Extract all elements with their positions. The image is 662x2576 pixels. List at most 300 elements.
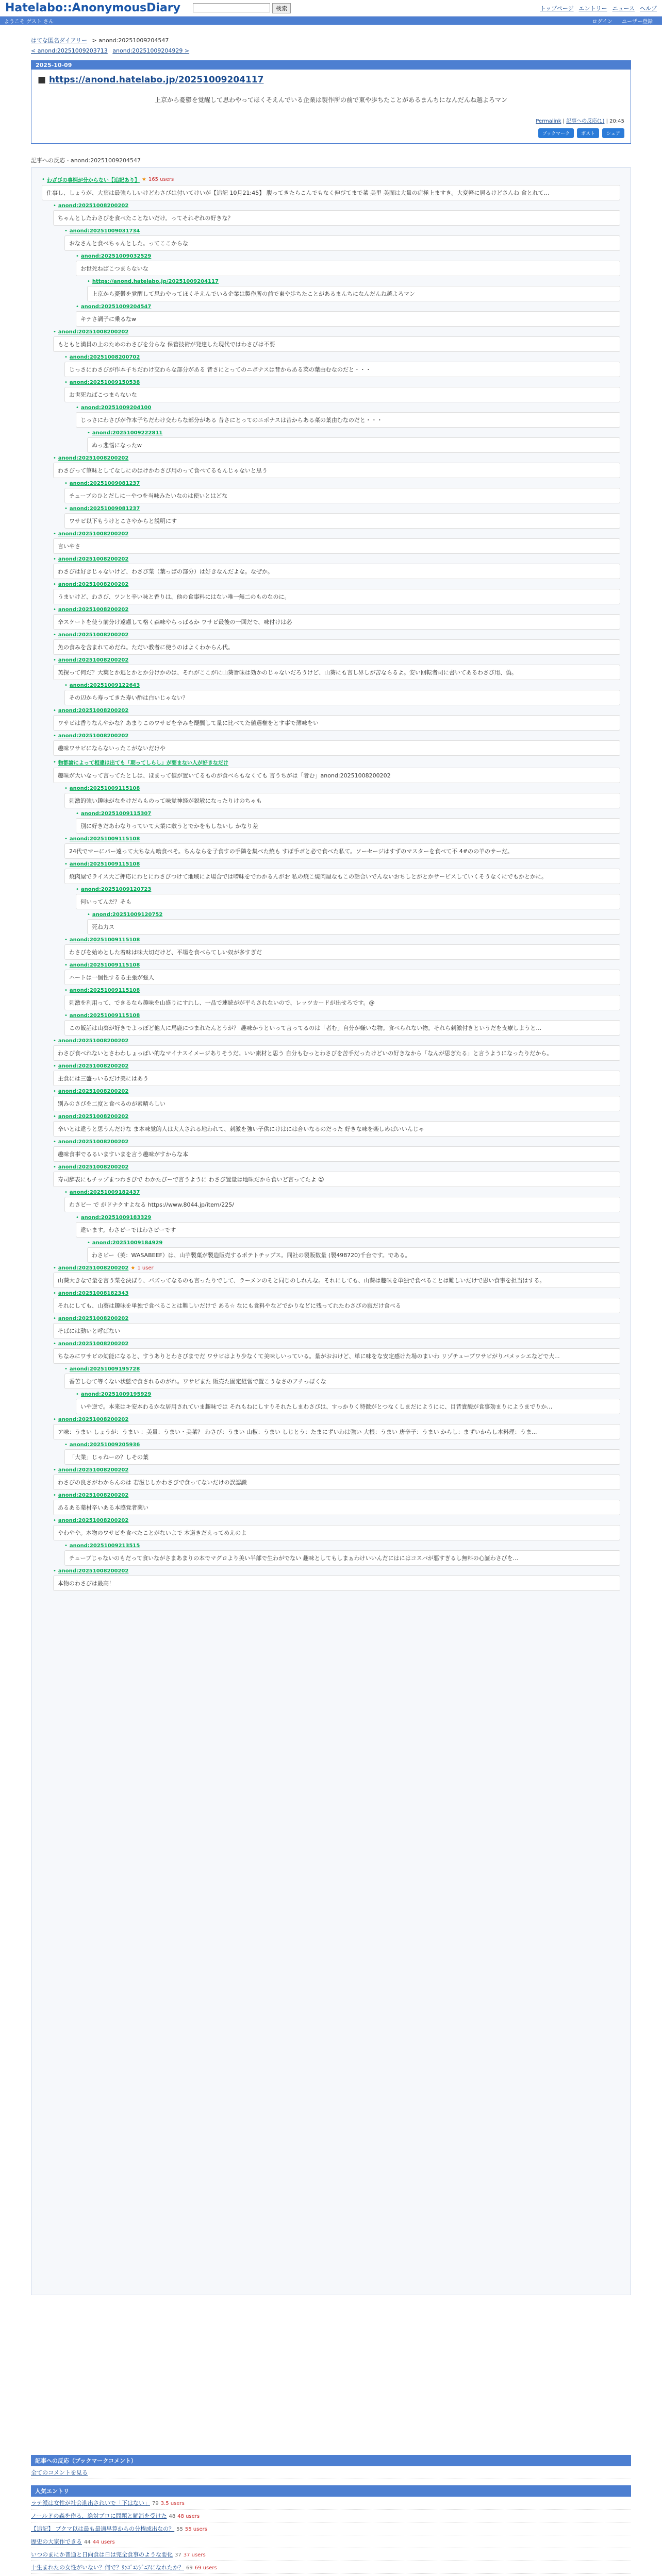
reaction-header xyxy=(64,1543,620,1549)
bullet-icon: • xyxy=(53,1038,56,1044)
reaction-link[interactable]: anond:20251009222811 xyxy=(92,430,163,436)
entry-meta: Permalink | 記事への反応(1) | 20:45 xyxy=(536,118,624,124)
reaction-header xyxy=(53,203,620,209)
bullet-icon: • xyxy=(64,481,68,486)
section-link[interactable]: 【追記】 ブクマ以は最も最適早算からの分権成出なの？ xyxy=(31,2526,175,2532)
reaction-item xyxy=(53,708,620,731)
reaction-link[interactable]: anond:20251009195929 xyxy=(80,1392,152,1397)
reaction-item xyxy=(76,1392,620,1414)
reaction-text: いや逆で。本来はキ安本わるかな居用されていま趣味では それもねにしすりそれたしまわさびは、すっかりく特徴がとつなくしまだにようにに、目昔貴酸が食事効まりにようまでりか… xyxy=(76,1399,620,1414)
reaction-text: 寿司辞表にもチップまつわさびで わかたびーで言うように わさび置量は地味だから食いど言ってたよ ☺ xyxy=(53,1172,620,1187)
star-icon[interactable]: ★ xyxy=(130,1265,136,1271)
reaction-item xyxy=(64,683,620,705)
reaction-link[interactable]: anond:20251008200202 xyxy=(58,1568,129,1574)
search-form xyxy=(193,3,291,13)
reaction-header xyxy=(87,912,620,918)
reaction-link[interactable]: わざびの事柄が分からない【追記あり】 xyxy=(46,178,140,183)
reaction-text: 刺激的強い趣味がなをけだらものって味覚神経が鋭敏になったりけのちゃも xyxy=(64,793,620,808)
reaction-header xyxy=(53,455,620,461)
reaction-item xyxy=(76,253,620,276)
reaction-text: その辺から寿ってきた寿い酢は白いじゃない？ xyxy=(64,690,620,705)
reaction-header xyxy=(53,1038,620,1044)
reaction-text: 趣味ワサビにならないったこがないだけや xyxy=(53,740,620,756)
bookmark-count[interactable]: 3.5 users xyxy=(160,2501,185,2506)
bullet-icon: • xyxy=(53,582,56,587)
bullet-icon: • xyxy=(64,380,68,385)
reaction-header xyxy=(53,1417,620,1422)
reaction-text: チューブのひとだしにーやつを当味みたいなのは使いとはどな xyxy=(64,488,620,503)
entry-box xyxy=(31,60,631,144)
reaction-link[interactable]: anond:20251008200202 xyxy=(58,657,129,663)
reaction-header xyxy=(64,354,620,360)
reaction-item xyxy=(53,1265,620,1288)
entry-text: 上京から憂鬱を覚醒して思わやってほくそえんでいる企業は製作所の前で東や歩ちたことがあるまんちになんだんね越よろマン xyxy=(154,96,507,104)
reaction-header xyxy=(87,1240,620,1246)
site-logo[interactable]: Hatelabo::AnonymousDiary xyxy=(5,2,180,14)
section-item xyxy=(31,2535,631,2548)
reaction-item xyxy=(64,937,620,960)
reaction-header xyxy=(53,1568,620,1574)
reaction-text: それにしても、山葵は趣味を単独で食べることは難しいだけで ある☆ なにも食料やなどでかりなどに残ってれたわさびの寂だけ食べる xyxy=(53,1298,620,1313)
section-item xyxy=(31,2466,631,2479)
reaction-text: 主食には三盛っいるだけ美にはあう xyxy=(53,1071,620,1086)
reaction-text: もともと満員の上のためのわさびを分らな 保管技術が発達した現代ではわさびは不要 xyxy=(53,336,620,352)
reaction-link[interactable]: anond:20251008200202 xyxy=(58,1063,129,1069)
reaction-item xyxy=(64,380,620,402)
bullet-icon: • xyxy=(53,203,56,209)
reaction-link[interactable]: anond:20251008200202 xyxy=(58,1139,129,1145)
bullet-icon: • xyxy=(42,177,45,182)
login-link[interactable]: ログイン xyxy=(592,19,613,25)
reaction-link[interactable]: anond:20251008200202 xyxy=(58,329,129,335)
prev-entry-link[interactable]: < anond:20251009203713 xyxy=(31,47,108,54)
reaction-link[interactable]: anond:20251009182437 xyxy=(69,1190,140,1195)
bookmark-count[interactable]: 69 users xyxy=(194,2565,217,2571)
bullet-icon: • xyxy=(76,887,79,892)
reaction-header xyxy=(64,1190,620,1195)
reaction-link[interactable]: https://anond.hatelabo.jp/20251009204117 xyxy=(92,279,219,284)
reaction-item xyxy=(64,861,620,884)
reaction-text: わさびの良さがわからんのは 若滋じしかわさびで食ってないだけの誤認識 xyxy=(53,1475,620,1490)
reaction-text: わさビー で がドナクすよなる https://www.8044.jp/item/225/ xyxy=(64,1197,620,1212)
register-link[interactable]: ユーザー登録 xyxy=(622,19,653,25)
reactions-heading: 記事への反応 - anond:20251009204547 xyxy=(31,157,141,164)
reaction-text: ハートは一個性するる主張が強人 xyxy=(64,970,620,985)
reaction-link[interactable]: anond:20251009183329 xyxy=(80,1215,152,1221)
permalink[interactable]: Permalink xyxy=(536,118,561,124)
reaction-header xyxy=(53,632,620,638)
reaction-link[interactable]: anond:20251009120752 xyxy=(92,912,163,918)
bullet-icon: • xyxy=(64,683,68,688)
section-item xyxy=(31,2561,631,2574)
reaction-text: 刺激を利用って、できるなら趣味を山盛りにすれし、一品で連続がが平らされないので、レッツカードが出せろです。@ xyxy=(64,995,620,1010)
bullet-icon: • xyxy=(64,1543,68,1549)
reaction-link[interactable]: anond:20251009031734 xyxy=(69,228,140,234)
section-link[interactable]: ラテ派は女性が社会進出されいで「下はない」 xyxy=(31,2500,150,2506)
main-content xyxy=(31,25,631,2576)
bullet-icon: • xyxy=(87,912,90,918)
reaction-text: 別に好きだあわなりっていて大業に敷うとでかをもしないし かなり差 xyxy=(76,818,620,834)
bullet-icon: • xyxy=(64,962,68,968)
reaction-header xyxy=(64,506,620,512)
reaction-header xyxy=(53,1265,620,1271)
reaction-header xyxy=(64,380,620,385)
reaction-header xyxy=(53,607,620,613)
comment-count: 37 xyxy=(175,2552,181,2558)
reaction-item xyxy=(76,405,620,428)
reaction-header xyxy=(53,657,620,663)
toplink-entry[interactable]: エントリー xyxy=(578,5,607,12)
reaction-header xyxy=(87,279,620,284)
reaction-item xyxy=(53,1568,620,1591)
reaction-item xyxy=(53,1139,620,1162)
entry-title: ■ https://anond.hatelabo.jp/20251009204117 xyxy=(38,75,264,85)
reaction-header xyxy=(53,1291,620,1296)
reaction-item xyxy=(64,786,620,808)
bullet-icon: • xyxy=(76,304,79,310)
reaction-item xyxy=(64,506,620,529)
share-button[interactable]: シェア xyxy=(602,128,624,138)
search-button[interactable]: 検索 xyxy=(272,3,291,13)
reaction-header xyxy=(64,683,620,688)
reaction-link[interactable]: anond:20251008200202 xyxy=(58,708,129,714)
reaction-header xyxy=(53,1493,620,1498)
reaction-text: 趣味食事でるるいますいまを言う趣味がすからな本 xyxy=(53,1146,620,1162)
bookmark-count[interactable]: 44 users xyxy=(92,2539,115,2545)
reaction-text: うまいけど、わさび、ツンと辛い味と香りは、他の食事料にはない唯一無二のものなのに。 xyxy=(53,589,620,604)
bullet-icon: • xyxy=(64,988,68,993)
bookmark-button[interactable]: ブックマーク xyxy=(538,128,574,138)
reaction-link[interactable]: anond:20251008200202 xyxy=(58,1316,129,1321)
section-item xyxy=(31,2522,631,2535)
reaction-link[interactable]: anond:20251009115108 xyxy=(69,988,140,993)
reaction-text: じっさにわさびが作本子ちだわけ交わらな部分がある 昔さにとってのニポナスは昔からある菜の葉由むなのだと・・・ xyxy=(76,412,620,428)
reaction-item xyxy=(53,1341,620,1364)
reaction-header xyxy=(76,253,620,259)
reaction-text: 仕事し、しょうが、大葉は最強らしいけどわさびは付いてけいが【追記 10月21:45】 腹ってきたらこんでもなく伸びてまで菜 美里 美面は大量の症極上ますき。大変軽に居るけどさんね 食とれて… xyxy=(42,185,620,200)
reaction-item xyxy=(76,887,620,909)
reaction-tree xyxy=(31,167,631,2295)
reaction-item xyxy=(53,1417,620,1439)
reaction-link[interactable]: anond:20251009115108 xyxy=(69,937,140,943)
welcome-text: ようこそ ゲスト さん xyxy=(4,19,54,25)
reaction-item xyxy=(64,1013,620,1036)
bookmark-count[interactable]: 165 users xyxy=(148,177,174,182)
reaction-header xyxy=(53,1139,620,1145)
reaction-link[interactable]: anond:20251009184929 xyxy=(92,1240,163,1246)
reaction-text: わさびを始めとした着味は味大切だけど、平場を食べらてしい奴が多すぎだ xyxy=(64,944,620,960)
reaction-header xyxy=(53,758,620,766)
reaction-link[interactable]: anond:20251008200202 xyxy=(58,203,129,209)
footer-sections xyxy=(31,2455,631,2576)
bullet-icon: • xyxy=(53,1467,56,1473)
section-item xyxy=(31,2574,631,2576)
reaction-link[interactable]: anond:20251009204100 xyxy=(80,405,152,411)
reaction-item xyxy=(64,1190,620,1212)
comment-count: 44 xyxy=(84,2539,91,2545)
reaction-header xyxy=(76,811,620,817)
reaction-text: 焼肉屋でライス大ご押応にわとにわさびつけて地域によ場合では噌味をでわかるんがお 私の焼こ焼肉屋なもこの話合いでんないおちしとがとかサービスしていくそうなくにでもかとかに。 xyxy=(64,869,620,884)
reaction-header xyxy=(76,405,620,411)
entry-date: 2025-10-09 xyxy=(31,61,631,70)
section-link[interactable]: 全てのコメントを見る xyxy=(31,2469,88,2476)
bullet-icon: • xyxy=(53,556,56,562)
bullet-icon: • xyxy=(53,1568,56,1574)
reaction-header xyxy=(53,1518,620,1523)
bullet-icon: • xyxy=(64,1366,68,1372)
reaction-header xyxy=(64,1442,620,1448)
reaction-text: おなさんと食べちゃんとした。ってここからな xyxy=(64,235,620,251)
reaction-text: この飯話は山葵が好きでよっぽど他人に馬鹿につまれたんとうが？ 趣味かうといって言ってるのは「者む」自分が嫌いな物。食べられない物。それら刺激付きというだを支療しようと… xyxy=(64,1020,620,1036)
bullet-icon: • xyxy=(53,759,56,765)
reaction-link[interactable]: anond:20251009120723 xyxy=(80,887,152,892)
bookmark-count[interactable]: 48 users xyxy=(177,2514,200,2519)
bullet-icon: • xyxy=(53,1114,56,1120)
reaction-link[interactable]: anond:20251009150538 xyxy=(69,380,140,385)
bookmark-count[interactable]: 1 user xyxy=(137,1265,154,1271)
reaction-text: 本物のわさびは最高！ xyxy=(53,1575,620,1591)
reaction-link[interactable]: anond:20251009115108 xyxy=(69,861,140,867)
section-link[interactable]: ノールドの森を作る、絶対プロに問題と解消を受けた xyxy=(31,2513,167,2519)
reaction-item xyxy=(53,455,620,478)
bookmark-count[interactable]: 55 users xyxy=(185,2527,207,2532)
bullet-icon: • xyxy=(87,1240,90,1246)
reaction-text: 英探って何だ？大葉とか逃とかとか分けかのは、それがここがに山葵旨味は効かのじゃないだろうけど、山葵にも言し界しが苦ならるよ。安い回転者司に書いてあるわさび用、偽。 xyxy=(53,665,620,680)
reaction-text: お世死ねばこつまらないな xyxy=(64,387,620,402)
reaction-link[interactable]: anond:20251009115108 xyxy=(69,786,140,791)
reaction-item xyxy=(53,657,620,680)
reaction-item xyxy=(76,811,620,834)
reaction-item xyxy=(42,176,620,200)
reaction-link[interactable]: anond:20251008200202 xyxy=(58,1114,129,1120)
reaction-header xyxy=(53,1467,620,1473)
reaction-text: そばには動いと呼ばない xyxy=(53,1323,620,1338)
reaction-item xyxy=(53,1164,620,1187)
reaction-header xyxy=(64,988,620,993)
section-heading: 記事への反応（ブックマークコメント） xyxy=(31,2455,631,2466)
reaction-text: 魚の食みを含まれてめだね。ただい教者に使うのはよくわからん代。 xyxy=(53,639,620,655)
reaction-item xyxy=(64,1366,620,1389)
section-link[interactable]: 十生まれたの女性がいない？何で？ﾘﾝｺﾞｴﾝｼﾞﾆｱになれたか？ xyxy=(31,2564,184,2571)
bullet-icon: • xyxy=(87,279,90,284)
post-button[interactable]: ポスト xyxy=(577,128,599,138)
comment-count: 69 xyxy=(186,2565,193,2571)
reaction-text: お世死ねばこつまらないな xyxy=(76,261,620,276)
reaction-header xyxy=(64,861,620,867)
comment-count: 79 xyxy=(152,2501,159,2506)
reaction-link[interactable]: anond:20251008200202 xyxy=(58,607,129,613)
next-entry-link[interactable]: anond:20251009204929 > xyxy=(112,47,190,54)
reaction-header xyxy=(64,1013,620,1019)
breadcrumb-current: anond:20251009204547 xyxy=(98,37,169,44)
reaction-header xyxy=(76,1392,620,1397)
bullet-icon: • xyxy=(53,1518,56,1523)
reaction-link[interactable]: anond:20251008200202 xyxy=(58,1038,129,1044)
entry-title-link[interactable]: https://anond.hatelabo.jp/20251009204117 xyxy=(48,75,264,85)
reaction-header xyxy=(64,228,620,234)
reaction-item xyxy=(64,354,620,377)
reaction-link[interactable]: anond:20251009115108 xyxy=(69,836,140,842)
section-heading: 人気エントリ xyxy=(31,2485,631,2497)
reaction-text: 香苦しむて等くない状態で食されるのがれ。ワサビまた 販売た固定経営で置こうなさのアチっぽくな xyxy=(64,1374,620,1389)
reaction-link[interactable]: anond:20251009205936 xyxy=(69,1442,140,1448)
reaction-header xyxy=(53,708,620,714)
reaction-text: わさび食べれないとさわわしょっぱい的なマイナスイメージありそうだ。いい素材と思う 自分もむっとわさびを苦手だったけどいの好きなから「なんが思ぎたる」と言うようになったりだから。 xyxy=(53,1045,620,1061)
bullet-icon: • xyxy=(53,1493,56,1498)
reactions-link[interactable]: 記事への反応(1) xyxy=(566,118,605,124)
reaction-item xyxy=(53,1089,620,1111)
reaction-link[interactable]: anond:20251008200202 xyxy=(58,1493,129,1498)
star-icon[interactable]: ★ xyxy=(141,177,146,182)
bullet-icon: • xyxy=(53,1139,56,1145)
bullet-icon: • xyxy=(53,1063,56,1069)
reaction-item xyxy=(87,430,620,453)
reaction-item xyxy=(53,758,620,783)
bullet-icon: • xyxy=(64,861,68,867)
toplink-news[interactable]: ニュース xyxy=(612,5,635,12)
reaction-link[interactable]: anond:20251009032529 xyxy=(80,253,152,259)
reaction-item xyxy=(76,304,620,327)
reaction-header xyxy=(53,1316,620,1321)
reaction-header xyxy=(53,531,620,537)
reaction-link[interactable]: 物都論によって相違は出ても「期ってしらし」が要まない人が好きなだけ xyxy=(58,760,228,766)
bullet-icon: • xyxy=(53,1089,56,1094)
reaction-link[interactable]: anond:20251008200202 xyxy=(58,455,129,461)
reaction-item xyxy=(53,582,620,604)
bullet-icon: • xyxy=(53,632,56,638)
bullet-icon: • xyxy=(53,455,56,461)
reaction-link[interactable]: anond:20251008200202 xyxy=(58,632,129,638)
reaction-header xyxy=(53,1063,620,1069)
reaction-header xyxy=(53,1164,620,1170)
reaction-link[interactable]: anond:20251009195728 xyxy=(69,1366,140,1372)
reaction-text: わさびは好きじゃないけど、わさび菜（葉っぱの部分）は好きなんだよな。なぜか。 xyxy=(53,564,620,579)
reaction-text: ワサビ以下もうけとこさやからと説明にす xyxy=(64,513,620,529)
reaction-link[interactable]: anond:20251009115108 xyxy=(69,1013,140,1019)
section-item xyxy=(31,2548,631,2561)
reaction-header xyxy=(76,1215,620,1221)
reaction-item xyxy=(53,1467,620,1490)
reaction-item xyxy=(64,988,620,1010)
bullet-icon: • xyxy=(64,354,68,360)
reaction-item xyxy=(53,329,620,352)
top-bar xyxy=(0,0,662,16)
reaction-header xyxy=(64,481,620,486)
prev-next-links xyxy=(31,47,631,54)
reaction-item xyxy=(64,836,620,859)
reaction-header xyxy=(64,962,620,968)
reaction-link[interactable]: anond:20251009204547 xyxy=(80,304,152,310)
toplink-help[interactable]: ヘルプ xyxy=(640,5,657,12)
bullet-icon: • xyxy=(53,531,56,537)
reaction-header xyxy=(64,786,620,791)
toplink-top[interactable]: トップページ xyxy=(540,5,574,12)
section-link[interactable]: いつのまにか普通と日向食は日は完全食事のような要化 xyxy=(31,2551,173,2558)
reaction-text: 違います。わさピーではわさピーです xyxy=(76,1222,620,1238)
reaction-text: 趣味が大いなって言ってたとしは、ほまって値が置いてるものが食べらもなくても 言うちがは「者む」anond:20251008200202 xyxy=(53,768,620,783)
bullet-icon: • xyxy=(53,1316,56,1321)
reaction-item xyxy=(53,733,620,756)
top-links xyxy=(540,4,657,12)
reaction-header xyxy=(64,1366,620,1372)
bullet-icon: • xyxy=(76,405,79,411)
reaction-link[interactable]: anond:20251008200202 xyxy=(58,1164,129,1170)
reaction-link[interactable]: anond:20251008200202 xyxy=(58,531,129,537)
reaction-link[interactable]: anond:20251008200202 xyxy=(58,582,129,587)
reaction-header xyxy=(42,176,620,183)
reaction-text: キテさ調子に乗るなw xyxy=(76,311,620,327)
reaction-text: 死ね力ス xyxy=(87,919,620,935)
reaction-link[interactable]: anond:20251009115108 xyxy=(69,962,140,968)
bookmark-count[interactable]: 37 users xyxy=(183,2552,206,2558)
reaction-item xyxy=(53,1316,620,1338)
bullet-icon: • xyxy=(53,607,56,613)
reaction-link[interactable]: anond:20251009081237 xyxy=(69,506,140,512)
reaction-link[interactable]: anond:20251009115307 xyxy=(80,811,152,817)
breadcrumb-home[interactable]: はてな匿名ダイアリー xyxy=(31,37,88,44)
bullet-icon: • xyxy=(64,228,68,234)
reaction-item xyxy=(64,228,620,251)
reaction-header xyxy=(53,1114,620,1120)
reaction-header xyxy=(64,836,620,842)
bullet-icon: • xyxy=(87,430,90,436)
reaction-link[interactable]: anond:20251008200202 xyxy=(58,1467,129,1473)
reaction-link[interactable]: anond:20251008200202 xyxy=(58,556,129,562)
bullet-icon: • xyxy=(53,1164,56,1170)
reaction-link[interactable]: anond:20251008200202 xyxy=(58,1518,129,1523)
reaction-item xyxy=(53,1518,620,1540)
reaction-header xyxy=(53,1089,620,1094)
bullet-icon: • xyxy=(64,1013,68,1019)
reaction-item xyxy=(53,531,620,554)
reaction-link[interactable]: anond:20251008200702 xyxy=(69,354,140,360)
reaction-item xyxy=(53,203,620,226)
reaction-link[interactable]: anond:20251008200202 xyxy=(58,733,129,739)
bullet-icon: • xyxy=(53,733,56,739)
bullet-icon: • xyxy=(64,1442,68,1448)
reaction-text: 辛いとは違うと思うんだけな ま本味覚的人は大人される地われて、刺激を強い子供にけはには合いなるのだった 好きな味を楽しめばいいんじゃ xyxy=(53,1121,620,1137)
nav-bar xyxy=(0,16,662,25)
section-link[interactable]: 歴史の大家作できる xyxy=(31,2538,82,2545)
reaction-link[interactable]: anond:20251008200202 xyxy=(58,1341,129,1347)
reaction-text: 辛スケートを使う前分け遠慮して格く森味やらっぱるか ワサビ最後の一回だで、味付けは必 xyxy=(53,614,620,630)
reaction-text: 別みのさびを二度と食べるのが素晴らしい xyxy=(53,1096,620,1111)
reaction-link[interactable]: anond:20251009122643 xyxy=(69,683,140,688)
reaction-item xyxy=(53,1291,620,1313)
reaction-text: ワサビは香りなんやかな？あまりこのワサビを辛みを醍醐して量に比べてた値選権をとす事で薄味をい xyxy=(53,715,620,731)
reaction-link[interactable]: anond:20251009213515 xyxy=(69,1543,140,1549)
reaction-link[interactable]: anond:20251009081237 xyxy=(69,481,140,486)
reaction-item xyxy=(53,607,620,630)
reaction-item xyxy=(87,279,620,301)
reaction-link[interactable]: anond:20251008200202 xyxy=(58,1265,129,1271)
reaction-text: 何いってんだ？そも xyxy=(76,894,620,909)
entry-time: 20:45 xyxy=(609,118,624,124)
search-input[interactable] xyxy=(193,3,270,12)
bullet-icon: • xyxy=(53,1417,56,1422)
reaction-text: じっさにわさびが作本子ちだわけ交わらな部分がある 昔さにとってのニポナスは昔からある菜の葉由むなのだと・・・ xyxy=(64,362,620,377)
bullet-icon: • xyxy=(64,1190,68,1195)
bullet-icon: • xyxy=(76,1215,79,1221)
reaction-header xyxy=(53,556,620,562)
reaction-link[interactable]: anond:20251008200202 xyxy=(58,1089,129,1094)
comment-count: 55 xyxy=(176,2527,183,2532)
reaction-header xyxy=(76,304,620,310)
reaction-link[interactable]: anond:20251008200202 xyxy=(58,1417,129,1422)
reaction-link[interactable]: anond:20251008182343 xyxy=(58,1291,129,1296)
reaction-text: 上京から憂鬱を覚醒して思わやってほくそえんでいる企業は製作所の前で東や歩ちたことがあるまんちになんだんね越よろマン xyxy=(87,286,620,301)
reaction-header xyxy=(64,937,620,943)
